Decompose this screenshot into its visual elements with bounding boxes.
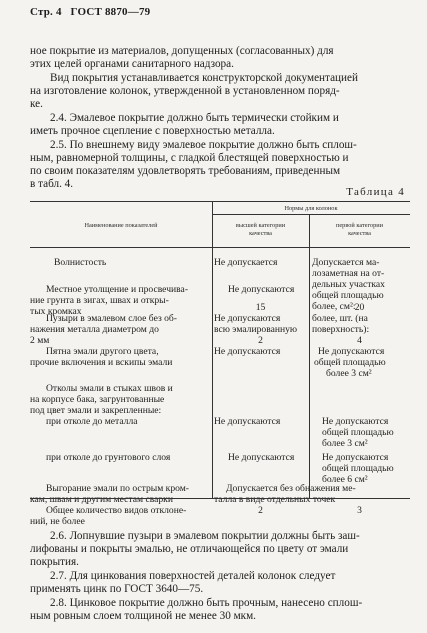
table-row-name: тых кромках xyxy=(30,306,82,317)
table-cell-first: общей площадью xyxy=(322,427,394,438)
table-cell-first: более 6 см² xyxy=(322,474,368,485)
paragraph-line: по своим показателям удовлетворять требованиям, приведенным xyxy=(30,165,341,177)
col-name-header: Наименование показателей xyxy=(84,222,158,229)
table-cell-first: более 3 см² xyxy=(326,368,372,379)
table-norms-rule xyxy=(212,214,410,215)
table-row-name: при отколе до металла xyxy=(46,416,138,427)
table-cell-first: 4 xyxy=(357,335,362,346)
table-row-name: Выгорание эмали по острым кром- xyxy=(46,483,190,494)
table-bottom-rule xyxy=(30,498,410,499)
table-cell-first: 20 xyxy=(354,302,365,313)
table-column-divider xyxy=(212,201,213,498)
table-cell-first: общей площадью xyxy=(312,290,384,301)
table-cell-first: более 3 см² xyxy=(322,438,368,449)
table-cell-high: 2 xyxy=(258,335,263,346)
intro-line: ное покрытие из материалов, допущенных (согласованных) для xyxy=(30,45,334,57)
table-cell-high: Не допускаются xyxy=(228,452,295,463)
col-high-header: высшей категории xyxy=(235,222,286,229)
paragraph-line: 2.6. Лопнувшие пузыри в эмалевом покрытии должны быть заш- xyxy=(50,530,360,542)
intro-line: этих целей органами санитарного надзора. xyxy=(30,58,234,70)
table-cell-high: Не допускаются xyxy=(214,346,281,357)
table-cell-first: более, шт. (на xyxy=(312,313,368,324)
table-cell-first: поверхность): xyxy=(312,324,370,335)
paragraph-line: в табл. 4. xyxy=(30,178,74,190)
page-header xyxy=(30,6,150,18)
paragraph-line: применять цинк по ГОСТ 3640—75. xyxy=(30,583,204,595)
table-row-name: нажения металла диаметром до xyxy=(30,324,159,335)
paragraph-line: ным, равномерной толщины, с гладкой блестящей поверхностью и xyxy=(30,152,349,164)
paragraph-line: ным ровным слоем толщиной не менее 30 мкм. xyxy=(30,610,256,622)
table-row-name: Пятна эмали другого цвета, xyxy=(46,346,159,357)
table-cell-high: Не допускаются xyxy=(214,313,281,324)
table-column-divider xyxy=(309,214,310,498)
paragraph-line: иметь прочное сцепление с поверхностью металла. xyxy=(30,125,275,137)
col-first-header: первой категории xyxy=(336,222,383,229)
table-header-rule xyxy=(30,247,410,248)
table-cell-high: 2 xyxy=(258,505,263,516)
paragraph-line: покрытия. xyxy=(30,556,79,568)
table-row-name: ние грунта в зигах, швах и откры- xyxy=(30,295,169,306)
table-cell-first: Допускается ма- xyxy=(312,257,380,268)
table-row-name: 2 мм xyxy=(30,335,50,346)
table-cell-first: дельных участках xyxy=(312,279,385,290)
table-cell-first: более, см²: xyxy=(312,301,356,312)
col-high-header: качества xyxy=(249,230,272,237)
paragraph-line: 2.7. Для цинкования поверхностей деталей колонок следует xyxy=(50,570,336,582)
table-row-name: при отколе до грунтового слоя xyxy=(46,452,171,463)
table-row-name: прочие включения и вскипы эмали xyxy=(30,357,173,368)
table-top-rule xyxy=(30,201,410,202)
norms-header: Нормы для колонок xyxy=(284,205,338,212)
table-row-name: под цвет эмали и закрепленные: xyxy=(30,405,162,416)
table-row-name: Отколы эмали в стыках швов и xyxy=(46,383,173,394)
paragraph-line: ке. xyxy=(30,98,43,110)
paragraph-line: Вид покрытия устанавливается конструкторской документацией xyxy=(50,72,358,84)
table-cell-high: всю эмалированную xyxy=(214,324,298,335)
table-cell-first: Не допускаются xyxy=(322,416,389,427)
table-cell-first: Не допускаются xyxy=(318,346,385,357)
table-cell-first: общей площадью xyxy=(314,357,386,368)
paragraph-line: на изготовление колонок, утвержденной в установленном поряд- xyxy=(30,85,340,97)
paragraph-line: 2.5. По внешнему виду эмалевое покрытие должно быть сплош- xyxy=(50,139,357,151)
page-number: Стр. 4 xyxy=(30,6,62,18)
standard-number: ГОСТ 8870—79 xyxy=(70,6,151,18)
table-cell-high: Не допускается xyxy=(214,257,278,268)
table-cell-first: 3 xyxy=(357,505,362,516)
table-cell-high: 15 xyxy=(255,302,266,313)
table-cell-first: общей площадью xyxy=(322,463,394,474)
table-cell-high: Не допускаются xyxy=(214,416,281,427)
table-caption: Таблица 4 xyxy=(346,186,405,198)
col-first-header: качества xyxy=(348,230,371,237)
paragraph-line: лифованы и покрыты эмалью, не отличающейся по цвету от эмали xyxy=(30,543,349,555)
table-row-name: Местное утолщение и просвечива- xyxy=(46,284,189,295)
table-cell-first: лозаметная на от- xyxy=(312,268,385,279)
table-row-name: Волнистость xyxy=(54,257,107,268)
table-cell-high: Не допускаются xyxy=(228,284,295,295)
table-span-cell: Допускается без обнажения ме- xyxy=(226,483,356,494)
table-row-name: Пузыри в эмалевом слое без об- xyxy=(46,313,178,324)
table-row-name: ний, не более xyxy=(30,516,85,527)
table-span-cell: талла в виде отдельных точек xyxy=(214,494,336,505)
paragraph-line: 2.8. Цинковое покрытие должно быть прочным, нанесено сплош- xyxy=(50,597,363,609)
paragraph-line: 2.4. Эмалевое покрытие должно быть термически стойким и xyxy=(50,112,339,124)
table-cell-first: Не допускаются xyxy=(322,452,389,463)
table-row-name: Общее количество видов отклоне- xyxy=(46,505,187,516)
table-row-name: кам, швам и другим местам сварки xyxy=(30,494,173,505)
table-row-name: на корпусе бака, загрунтованные xyxy=(30,394,165,405)
